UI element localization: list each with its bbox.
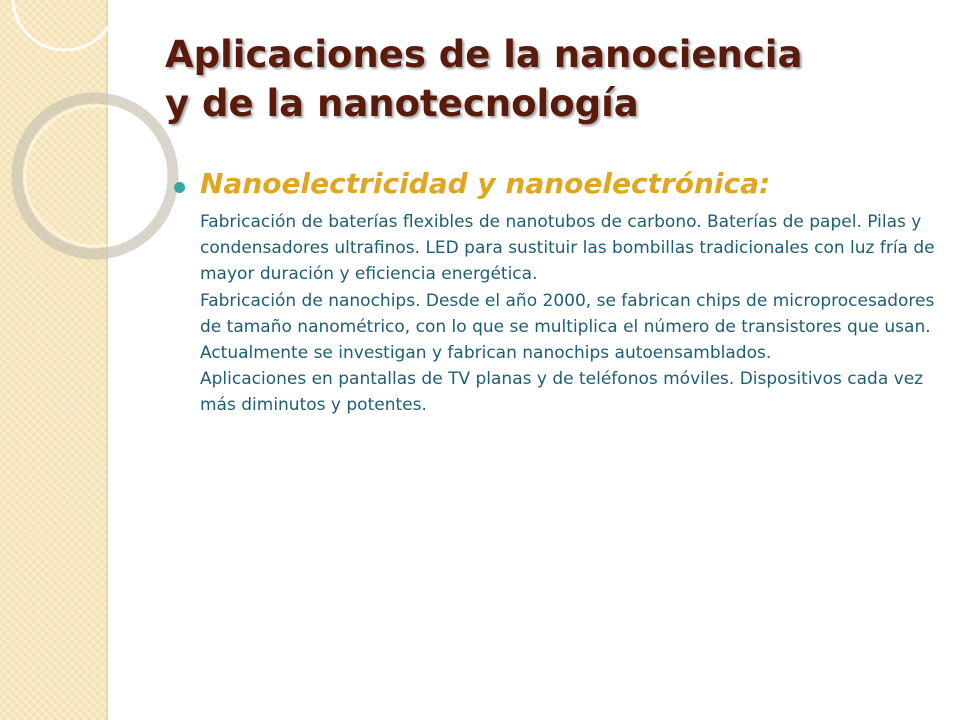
body-paragraph-nanochips: Fabricación de nanochips. Desde el año 2000, se fabrican chips de microprocesadores de tamaño nanométrico, con lo que se multiplica el número de transistores que usan. Actualmente se investigan y fabrican nanochips autoensamblados. bbox=[200, 290, 935, 364]
decorative-circle-inner bbox=[25, 106, 165, 246]
body-paragraph-batteries: Fabricación de baterías flexibles de nanotubos de carbono. Baterías de papel. Pilas y condensadores ultrafinos. LED para sustituir las bombillas tradicionales con luz fría de mayor duración y eficiencia energética. bbox=[200, 212, 935, 285]
decorative-circle-top bbox=[13, 0, 117, 50]
body-paragraph-screens: Aplicaciones en pantallas de TV planas y de teléfonos móviles. Dispositivos cada vez más diminutos y potentes. bbox=[200, 369, 924, 416]
slide-title bbox=[165, 30, 925, 128]
bullet-dot-icon bbox=[174, 182, 185, 193]
title-line-1: Aplicaciones de la nanociencia bbox=[165, 33, 803, 76]
title-line-2: y de la nanotecnología bbox=[165, 82, 639, 125]
bullet-body bbox=[200, 209, 935, 419]
bullet-heading: Nanoelectricidad y nanoelectrónica: bbox=[200, 167, 771, 200]
decorative-circle-large bbox=[17, 98, 173, 254]
